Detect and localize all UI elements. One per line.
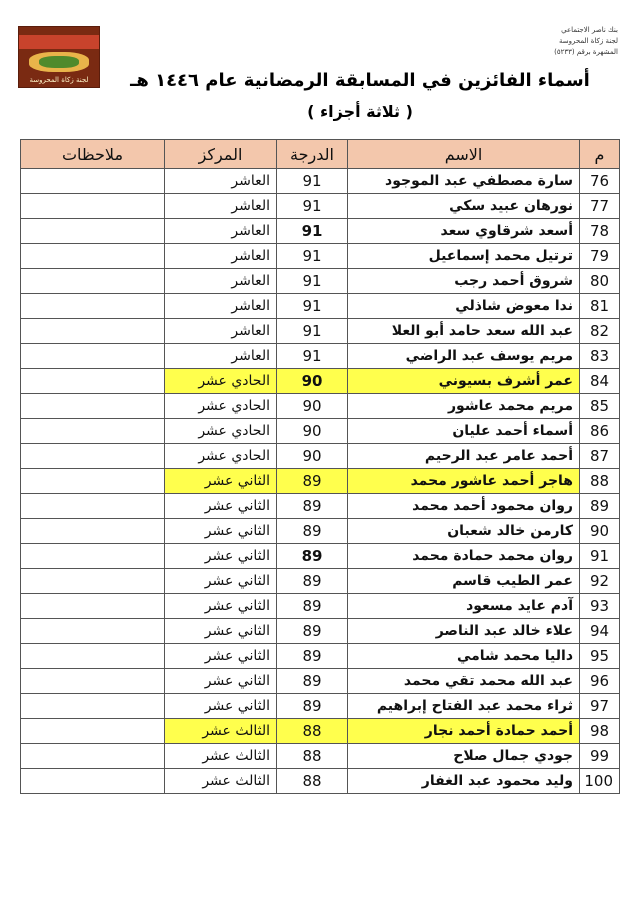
cell-rank: الحادي عشر bbox=[165, 444, 277, 469]
cell-notes bbox=[21, 319, 165, 344]
column-header-name: الاسم bbox=[348, 140, 580, 169]
cell-num: 84 bbox=[580, 369, 620, 394]
cell-num: 79 bbox=[580, 244, 620, 269]
cell-name: عبد الله سعد حامد أبو العلا bbox=[348, 319, 580, 344]
cell-num: 86 bbox=[580, 419, 620, 444]
cell-notes bbox=[21, 569, 165, 594]
table-row bbox=[21, 244, 620, 269]
committee-logo bbox=[18, 26, 100, 88]
cell-name: نورهان عبيد سكي bbox=[348, 194, 580, 219]
cell-score: 88 bbox=[277, 769, 348, 794]
cell-rank: الثاني عشر bbox=[165, 619, 277, 644]
table-row bbox=[21, 644, 620, 669]
cell-name: روان محمد حمادة محمد bbox=[348, 544, 580, 569]
table-row bbox=[21, 719, 620, 744]
cell-notes bbox=[21, 744, 165, 769]
cell-num: 92 bbox=[580, 569, 620, 594]
table-row bbox=[21, 494, 620, 519]
cell-notes bbox=[21, 469, 165, 494]
organization-info bbox=[498, 25, 618, 58]
table-row bbox=[21, 194, 620, 219]
cell-name: مريم يوسف عبد الراضي bbox=[348, 344, 580, 369]
cell-score: 88 bbox=[277, 719, 348, 744]
column-header-notes: ملاحظات bbox=[21, 140, 165, 169]
cell-name: شروق أحمد رجب bbox=[348, 269, 580, 294]
cell-num: 89 bbox=[580, 494, 620, 519]
cell-rank: العاشر bbox=[165, 319, 277, 344]
cell-num: 80 bbox=[580, 269, 620, 294]
cell-notes bbox=[21, 344, 165, 369]
cell-rank: الثاني عشر bbox=[165, 469, 277, 494]
cell-score: 89 bbox=[277, 494, 348, 519]
table-row bbox=[21, 569, 620, 594]
cell-notes bbox=[21, 544, 165, 569]
cell-score: 88 bbox=[277, 744, 348, 769]
cell-num: 88 bbox=[580, 469, 620, 494]
cell-name: مريم محمد عاشور bbox=[348, 394, 580, 419]
column-header-num: م bbox=[580, 140, 620, 169]
cell-rank: الثاني عشر bbox=[165, 519, 277, 544]
cell-rank: الحادي عشر bbox=[165, 394, 277, 419]
table-row bbox=[21, 219, 620, 244]
cell-rank: العاشر bbox=[165, 344, 277, 369]
cell-score: 89 bbox=[277, 519, 348, 544]
cell-score: 89 bbox=[277, 594, 348, 619]
cell-score: 90 bbox=[277, 369, 348, 394]
table-row bbox=[21, 319, 620, 344]
cell-rank: الثاني عشر bbox=[165, 494, 277, 519]
table-row bbox=[21, 419, 620, 444]
cell-num: 83 bbox=[580, 344, 620, 369]
cell-notes bbox=[21, 244, 165, 269]
page-title: أسماء الفائزين في المسابقة الرمضانية عام ١٤٤٦ هـ bbox=[130, 70, 590, 91]
table-row bbox=[21, 344, 620, 369]
cell-name: علاء خالد عبد الناصر bbox=[348, 619, 580, 644]
cell-name: عمر أشرف بسيوني bbox=[348, 369, 580, 394]
cell-rank: الثاني عشر bbox=[165, 694, 277, 719]
cell-rank: العاشر bbox=[165, 169, 277, 194]
cell-score: 91 bbox=[277, 194, 348, 219]
cell-rank: العاشر bbox=[165, 294, 277, 319]
cell-score: 90 bbox=[277, 394, 348, 419]
cell-notes bbox=[21, 294, 165, 319]
cell-num: 77 bbox=[580, 194, 620, 219]
table-row bbox=[21, 269, 620, 294]
cell-num: 87 bbox=[580, 444, 620, 469]
cell-rank: العاشر bbox=[165, 244, 277, 269]
page-subtitle: ( ثلاثة أجزاء ) bbox=[307, 102, 413, 121]
cell-num: 98 bbox=[580, 719, 620, 744]
table-row bbox=[21, 669, 620, 694]
cell-name: أسعد شرقاوي سعد bbox=[348, 219, 580, 244]
table-row bbox=[21, 469, 620, 494]
winners-table bbox=[20, 139, 620, 794]
logo-text: لجنة زكاة المحروسة bbox=[29, 76, 89, 84]
cell-name: هاجر أحمد عاشور محمد bbox=[348, 469, 580, 494]
cell-notes bbox=[21, 669, 165, 694]
cell-name: عمر الطيب قاسم bbox=[348, 569, 580, 594]
cell-name: سارة مصطفي عبد الموجود bbox=[348, 169, 580, 194]
cell-num: 90 bbox=[580, 519, 620, 544]
cell-score: 89 bbox=[277, 619, 348, 644]
cell-num: 93 bbox=[580, 594, 620, 619]
cell-name: ترتيل محمد إسماعيل bbox=[348, 244, 580, 269]
cell-num: 82 bbox=[580, 319, 620, 344]
cell-rank: العاشر bbox=[165, 219, 277, 244]
column-header-score: الدرجة bbox=[277, 140, 348, 169]
table-row bbox=[21, 519, 620, 544]
cell-notes bbox=[21, 419, 165, 444]
cell-score: 89 bbox=[277, 469, 348, 494]
cell-notes bbox=[21, 369, 165, 394]
cell-rank: الثاني عشر bbox=[165, 669, 277, 694]
table-row bbox=[21, 694, 620, 719]
cell-name: ندا معوض شاذلي bbox=[348, 294, 580, 319]
table-row bbox=[21, 544, 620, 569]
cell-num: 97 bbox=[580, 694, 620, 719]
cell-notes bbox=[21, 194, 165, 219]
table-row bbox=[21, 744, 620, 769]
cell-rank: الحادي عشر bbox=[165, 419, 277, 444]
cell-num: 100 bbox=[580, 769, 620, 794]
cell-name: أحمد حمادة أحمد نجار bbox=[348, 719, 580, 744]
table-row bbox=[21, 594, 620, 619]
cell-score: 89 bbox=[277, 644, 348, 669]
cell-name: عبد الله محمد تقي محمد bbox=[348, 669, 580, 694]
logo-leaf bbox=[39, 56, 79, 68]
cell-score: 91 bbox=[277, 319, 348, 344]
cell-score: 89 bbox=[277, 544, 348, 569]
cell-rank: الثاني عشر bbox=[165, 644, 277, 669]
table-row bbox=[21, 394, 620, 419]
cell-rank: العاشر bbox=[165, 194, 277, 219]
cell-notes bbox=[21, 519, 165, 544]
cell-rank: الثاني عشر bbox=[165, 594, 277, 619]
cell-notes bbox=[21, 169, 165, 194]
cell-notes bbox=[21, 619, 165, 644]
cell-name: آدم عايد مسعود bbox=[348, 594, 580, 619]
cell-score: 91 bbox=[277, 344, 348, 369]
cell-score: 90 bbox=[277, 444, 348, 469]
cell-num: 85 bbox=[580, 394, 620, 419]
cell-rank: الحادي عشر bbox=[165, 369, 277, 394]
cell-name: ثراء محمد عبد الفتاح إبراهيم bbox=[348, 694, 580, 719]
cell-rank: الثالث عشر bbox=[165, 719, 277, 744]
cell-notes bbox=[21, 444, 165, 469]
cell-notes bbox=[21, 394, 165, 419]
cell-score: 90 bbox=[277, 419, 348, 444]
logo-band bbox=[19, 35, 99, 49]
cell-notes bbox=[21, 694, 165, 719]
cell-notes bbox=[21, 219, 165, 244]
cell-score: 91 bbox=[277, 219, 348, 244]
cell-name: أحمد عامر عبد الرحيم bbox=[348, 444, 580, 469]
org-line: لجنة زكاة المحروسة bbox=[559, 37, 618, 45]
cell-name: جودي جمال صلاح bbox=[348, 744, 580, 769]
org-line: المشهرة برقم (٥٢٣٣) bbox=[554, 48, 618, 56]
table-row bbox=[21, 619, 620, 644]
cell-num: 94 bbox=[580, 619, 620, 644]
cell-num: 81 bbox=[580, 294, 620, 319]
cell-notes bbox=[21, 769, 165, 794]
cell-num: 99 bbox=[580, 744, 620, 769]
table-row bbox=[21, 294, 620, 319]
cell-num: 96 bbox=[580, 669, 620, 694]
cell-notes bbox=[21, 494, 165, 519]
cell-num: 76 bbox=[580, 169, 620, 194]
cell-notes bbox=[21, 594, 165, 619]
table-row bbox=[21, 369, 620, 394]
cell-score: 89 bbox=[277, 669, 348, 694]
cell-name: كارمن خالد شعبان bbox=[348, 519, 580, 544]
cell-num: 95 bbox=[580, 644, 620, 669]
org-line: بنك ناصر الاجتماعي bbox=[561, 26, 618, 34]
cell-name: روان محمود أحمد محمد bbox=[348, 494, 580, 519]
cell-name: وليد محمود عبد الغفار bbox=[348, 769, 580, 794]
cell-score: 91 bbox=[277, 294, 348, 319]
cell-rank: العاشر bbox=[165, 269, 277, 294]
column-header-rank: المركز bbox=[165, 140, 277, 169]
cell-rank: الثاني عشر bbox=[165, 544, 277, 569]
cell-score: 89 bbox=[277, 569, 348, 594]
cell-rank: الثالث عشر bbox=[165, 769, 277, 794]
cell-score: 89 bbox=[277, 694, 348, 719]
table-row bbox=[21, 444, 620, 469]
table-row bbox=[21, 169, 620, 194]
cell-name: داليا محمد شامي bbox=[348, 644, 580, 669]
cell-notes bbox=[21, 269, 165, 294]
cell-rank: الثاني عشر bbox=[165, 569, 277, 594]
table-header-row bbox=[21, 140, 620, 169]
cell-score: 91 bbox=[277, 269, 348, 294]
cell-name: أسماء أحمد عليان bbox=[348, 419, 580, 444]
cell-num: 91 bbox=[580, 544, 620, 569]
cell-rank: الثالث عشر bbox=[165, 744, 277, 769]
cell-score: 91 bbox=[277, 244, 348, 269]
cell-num: 78 bbox=[580, 219, 620, 244]
cell-notes bbox=[21, 719, 165, 744]
cell-notes bbox=[21, 644, 165, 669]
table-row bbox=[21, 769, 620, 794]
cell-score: 91 bbox=[277, 169, 348, 194]
